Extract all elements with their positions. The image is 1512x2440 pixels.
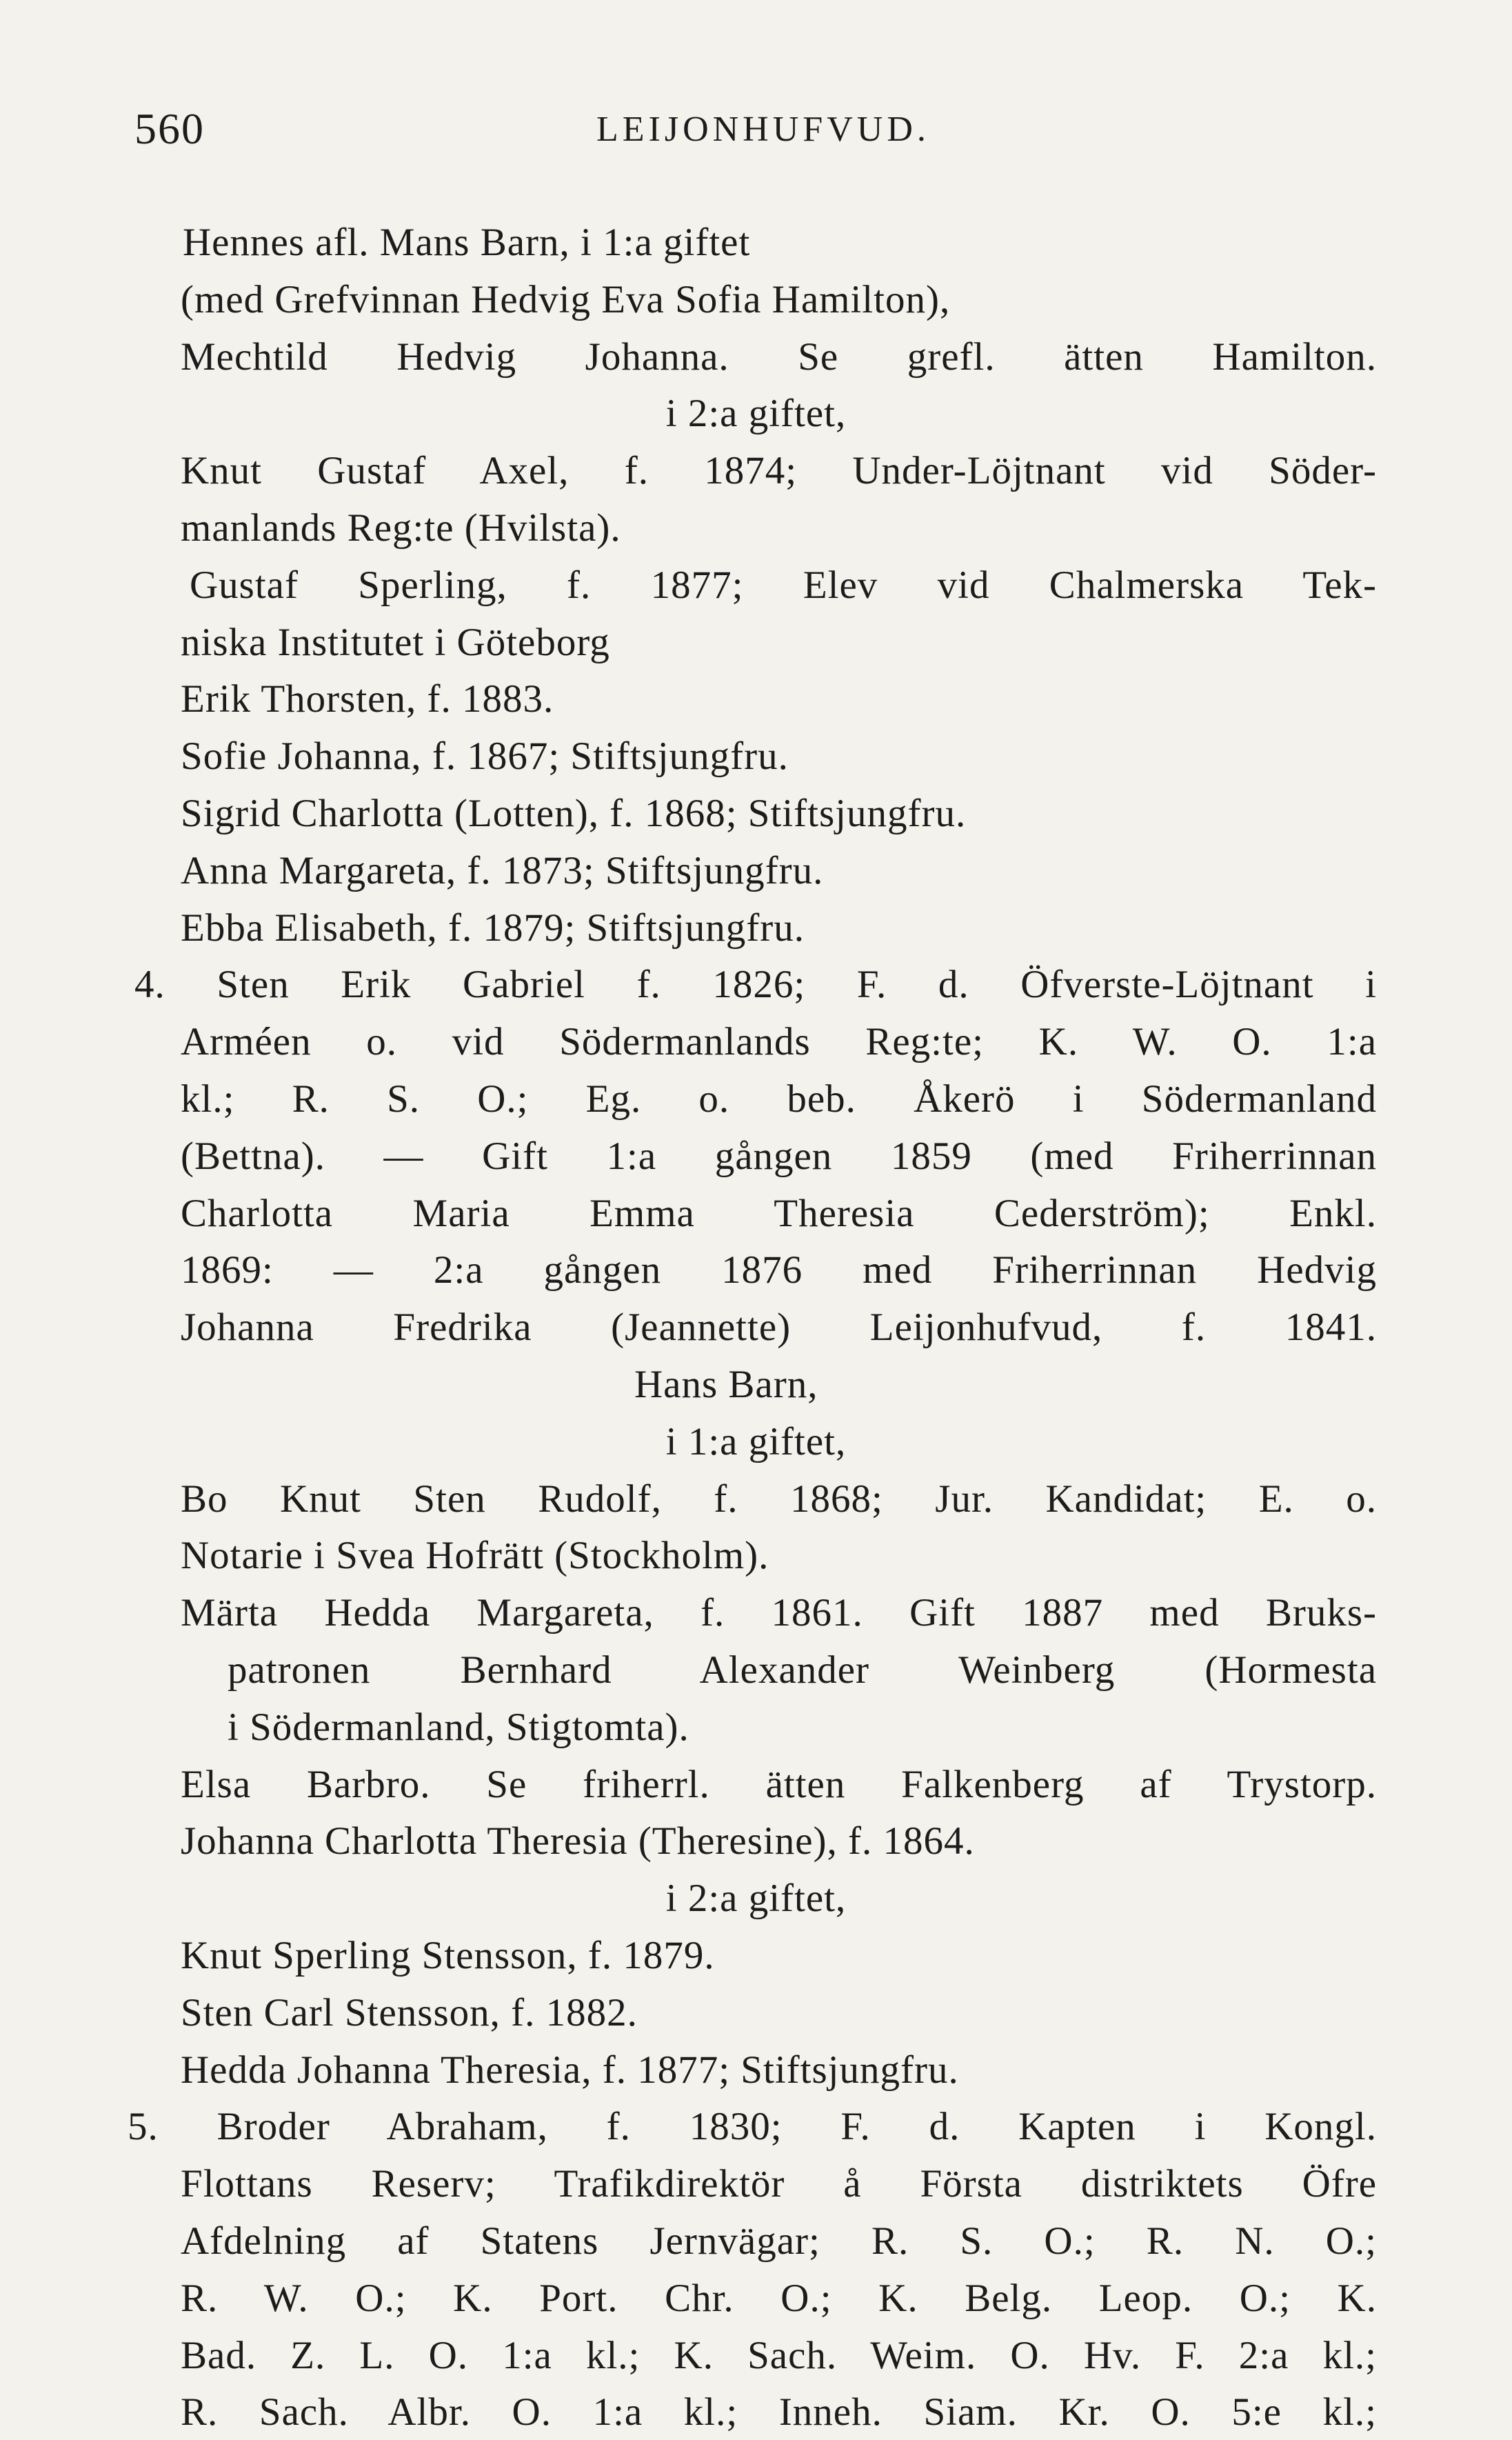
text-line: kl.; R. S. O.; Eg. o. beb. Åkerö i Södermanland [181,1077,1377,1121]
text-line: Johanna Charlotta Theresia (Theresine), f. 1864. [181,1819,975,1863]
text-line: niska Institutet i Göteborg [181,621,610,664]
text-line: Sofie Johanna, f. 1867; Stiftsjungfru. [181,734,789,778]
text-line: 5. Broder Abraham, f. 1830; F. d. Kapten i Kongl. [128,2105,1377,2148]
text-line: Sigrid Charlotta (Lotten), f. 1868; Stiftsjungfru. [181,792,967,835]
text-line: Charlotta Maria Emma Theresia Cederström); Enkl. [181,1192,1377,1235]
text-line: i 1:a giftet, [665,1420,847,1463]
text-line: Flottans Reserv; Trafikdirektör å Första distriktets Öfre [181,2162,1377,2206]
text-line: Arméen o. vid Södermanlands Reg:te; K. W. O. 1:a [181,1020,1377,1063]
text-line: 4. Sten Erik Gabriel f. 1826; F. d. Öfverste-Löjtnant i [134,963,1377,1006]
text-line: (Bettna). — Gift 1:a gången 1859 (med Friherrinnan [181,1134,1377,1178]
text-line: Mechtild Hedvig Johanna. Se grefl. ätten Hamilton. [181,335,1377,379]
text-line: Knut Gustaf Axel, f. 1874; Under-Löjtnant vid Söder- [181,449,1377,492]
text-line: Gustaf Sperling, f. 1877; Elev vid Chalmerska Tek- [190,563,1377,607]
text-line: Elsa Barbro. Se friherrl. ätten Falkenberg af Trystorp. [181,1763,1377,1806]
text-line: R. Sach. Albr. O. 1:a kl.; Inneh. Siam. Kr. O. 5:e kl.; [181,2390,1377,2434]
text-line: Hedda Johanna Theresia, f. 1877; Stiftsjungfru. [181,2048,959,2092]
text-line: Hennes afl. Mans Barn, i 1:a giftet [183,221,751,264]
text-line: manlands Reg:te (Hvilsta). [181,506,621,550]
text-line: Notarie i Svea Hofrätt (Stockholm). [181,1534,769,1577]
text-line: (med Grefvinnan Hedvig Eva Sofia Hamilton), [181,278,951,321]
text-line: Anna Margareta, f. 1873; Stiftsjungfru. [181,849,824,892]
text-line: Knut Sperling Stensson, f. 1879. [181,1934,715,1977]
text-line: Hans Barn, [634,1363,818,1406]
page-number: 560 [134,104,205,153]
text-line: i 2:a giftet, [665,392,847,435]
text-line: R. W. O.; K. Port. Chr. O.; K. Belg. Leop. O.; K. [181,2277,1377,2320]
text-line: Johanna Fredrika (Jeannette) Leijonhufvud, f. 1841. [181,1306,1377,1349]
page-header [134,103,1375,166]
text-line: i Södermanland, Stigtomta). [228,1706,689,1749]
text-line: i 2:a giftet, [665,1877,847,1920]
text-line: Ebba Elisabeth, f. 1879; Stiftsjungfru. [181,906,805,950]
text-line: Märta Hedda Margareta, f. 1861. Gift 1887 med Bruks- [181,1591,1377,1634]
text-line: Sten Carl Stensson, f. 1882. [181,1991,638,2034]
text-line: Erik Thorsten, f. 1883. [181,677,554,721]
text-line: Bo Knut Sten Rudolf, f. 1868; Jur. Kandidat; E. o. [181,1477,1377,1521]
text-line: patronen Bernhard Alexander Weinberg (Hormesta [228,1648,1377,1692]
text-line: Bad. Z. L. O. 1:a kl.; K. Sach. Weim. O. Hv. F. 2:a kl.; [181,2334,1377,2377]
text-line: Afdelning af Statens Jernvägar; R. S. O.; R. N. O.; [181,2219,1377,2263]
running-head: LEIJONHUFVUD. [596,110,930,149]
text-line: 1869: — 2:a gången 1876 med Friherrinnan Hedvig [181,1248,1377,1292]
